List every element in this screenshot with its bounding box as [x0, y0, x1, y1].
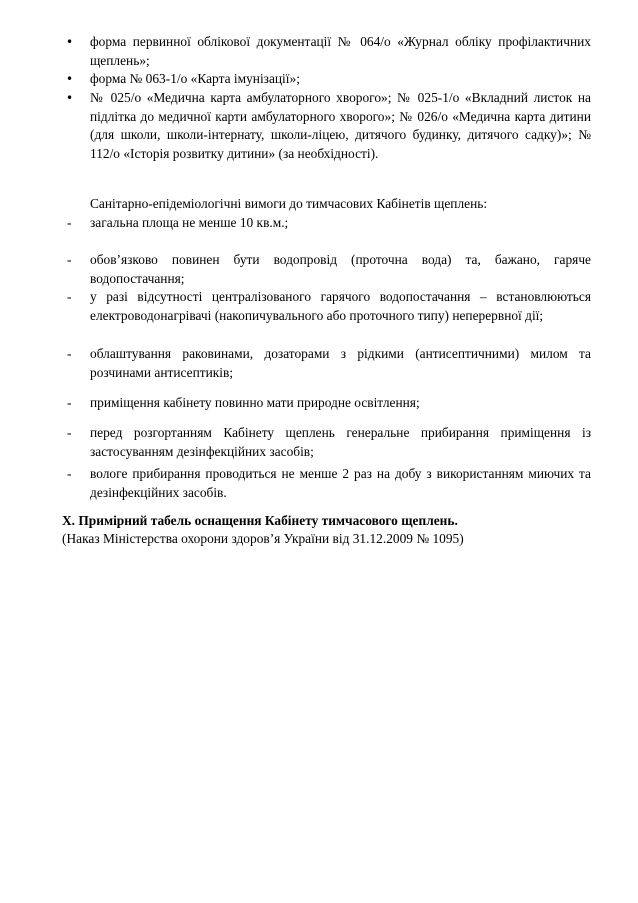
bullet-list-item	[0, 33, 638, 70]
requirement-item	[0, 345, 638, 382]
dash-marker: -	[67, 425, 72, 440]
bullet-marker: •	[66, 72, 74, 86]
dash-marker: -	[67, 289, 72, 304]
requirement-item	[0, 214, 638, 233]
requirement-text: облаштування раковинами, дозаторами з рідкими (антисептичними) милом та розчинами антисептиків;	[90, 346, 591, 380]
requirement-text: у разі відсутності централізованого гарячого водопостачання – встановлюються електроводонагрівачі (накопичувального або проточного типу) неперервної дії;	[90, 289, 591, 323]
requirement-item	[0, 251, 638, 288]
bullet-text: № 025/о «Медична карта амбулаторного хворого»; № 025-1/о «Вкладний листок на підлітка до медичної карти амбулаторного хворого»; № 026/о «Медична карта дитини (для школи, школи-інтернату, школи-ліцею, дитячого будинку, дитячого садку)»; № 112/о «Історія розвитку дитини» (за необхідності).	[90, 90, 591, 161]
bullet-text: форма № 063-1/о «Карта імунізації»;	[90, 71, 300, 86]
requirement-text: загальна площа не менше 10 кв.м.;	[90, 215, 289, 230]
requirement-text: приміщення кабінету повинно мати природне освітлення;	[90, 395, 420, 410]
requirement-item	[0, 394, 638, 413]
bullet-list-item	[0, 89, 638, 163]
dash-marker: -	[67, 252, 72, 267]
bullet-marker: •	[66, 91, 74, 105]
bullet-list-item	[0, 70, 638, 89]
requirement-item	[0, 424, 638, 461]
dash-marker: -	[67, 395, 72, 410]
bullet-text: форма первинної облікової документації № 064/о «Журнал обліку профілактичних щеплень»;	[90, 34, 591, 68]
requirement-text: вологе прибирання проводиться не менше 2 раз на добу з використанням миючих та дезінфекційних засобів.	[90, 466, 591, 500]
section-heading: Х. Примірний табель оснащення Кабінету тимчасового щеплень.	[62, 513, 458, 528]
section-order-reference: (Наказ Міністерства охорони здоров’я України від 31.12.2009 № 1095)	[62, 531, 464, 546]
requirement-item	[0, 465, 638, 502]
dash-marker: -	[67, 346, 72, 361]
bullet-marker: •	[66, 35, 74, 49]
dash-marker: -	[67, 466, 72, 481]
dash-marker: -	[67, 215, 72, 230]
requirement-text: обов’язково повинен бути водопровід (проточна вода) та, бажано, гаряче водопостачання;	[90, 252, 591, 286]
requirement-text: перед розгортанням Кабінету щеплень генеральне прибирання приміщення із застосуванням дезінфекційних засобів;	[90, 425, 591, 459]
requirements-intro: Санітарно-епідеміологічні вимоги до тимчасових Кабінетів щеплень:	[90, 196, 488, 211]
requirement-item	[0, 288, 638, 325]
